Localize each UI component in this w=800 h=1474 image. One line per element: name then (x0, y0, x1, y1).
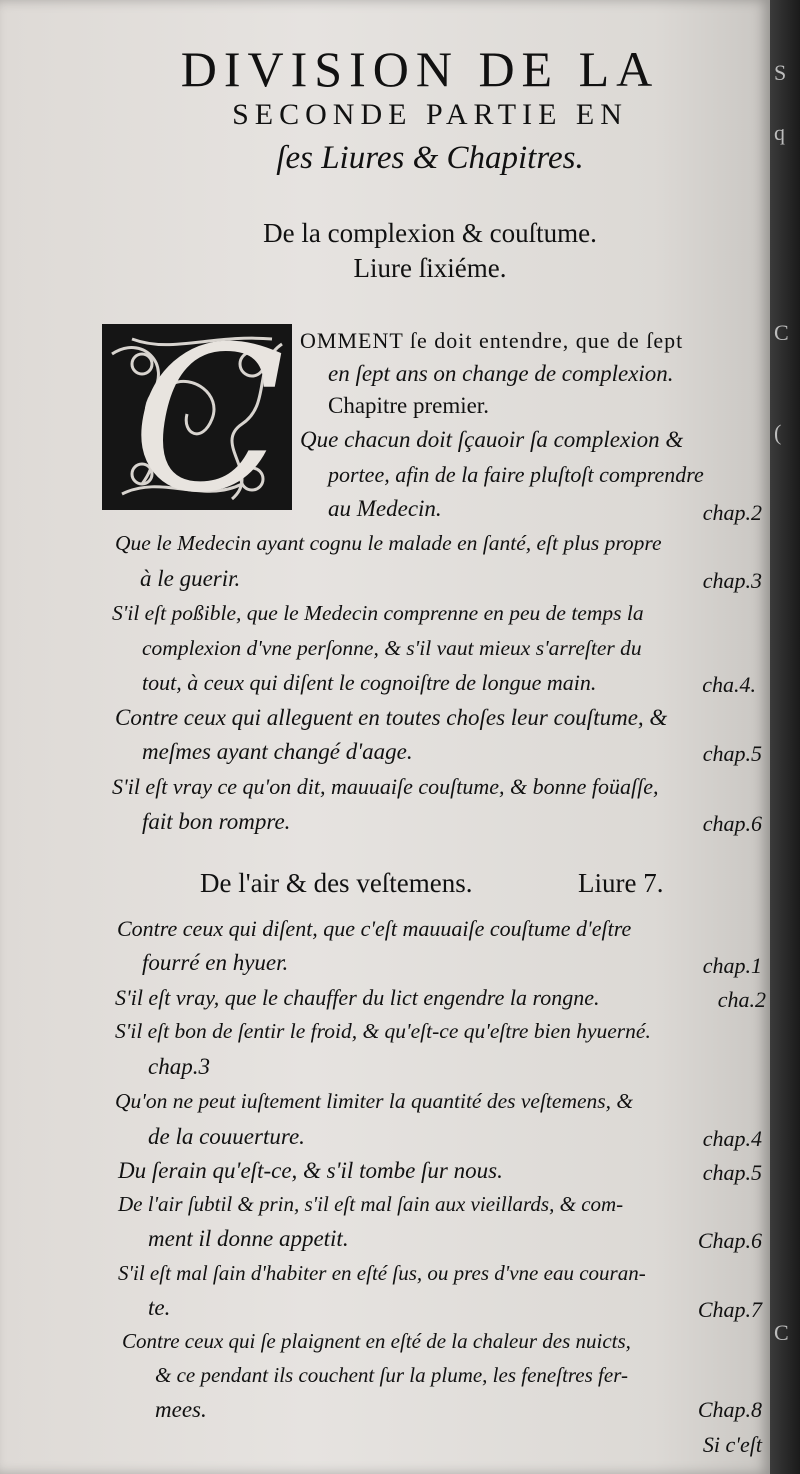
entry-line: Contre ceux qui alleguent en toutes choſes leur couſtume, & (115, 705, 668, 730)
entry-line: Du ſerain qu'eſt-ce, & s'il tombe ſur nous. (118, 1158, 503, 1183)
entry-line: Qu'on ne peut iuſtement limiter la quantité des veſtemens, & (115, 1089, 634, 1113)
chapter-ref: cha.2 (717, 987, 766, 1012)
section1-heading: De la complexion & couſtume. (263, 218, 597, 248)
chapter-ref: chap.3 (702, 568, 762, 593)
section2-book: Liure 7. (578, 868, 664, 898)
entry-line: tout, à ceux qui diſent le cognoiſtre de longue main. (142, 670, 597, 695)
margin-letter: C (774, 320, 789, 345)
margin-letter: ( (774, 420, 782, 445)
decorated-initial (102, 324, 292, 510)
margin-letter: S (774, 60, 787, 85)
entry-line: Que le Medecin ayant cognu le malade en ſanté, eſt plus propre (115, 531, 662, 555)
catchword: Si c'eſt (702, 1432, 762, 1457)
entry-line: te. (148, 1295, 171, 1320)
entry-line: à le guerir. (140, 566, 241, 591)
entry-line: Que chacun doit ſçauoir ſa complexion & (300, 427, 684, 452)
entry-line: de la couuerture. (148, 1124, 305, 1149)
chapter-ref: Chap.8 (697, 1397, 762, 1422)
chapter-ref: Chap.7 (697, 1297, 762, 1322)
entry-line: S'il eſt vray, que le chauffer du lict engendre la rongne. (115, 985, 600, 1010)
entry-line: ment il donne appetit. (148, 1226, 349, 1251)
chapter-ref: chap.2 (702, 500, 762, 525)
chapter-ref: Chap.6 (697, 1228, 762, 1253)
chapter-ref: cha.4. (702, 672, 756, 697)
chapter-ref: chap.3 (148, 1054, 210, 1079)
entry-line: Chapitre premier. (328, 393, 489, 418)
entry-line: au Medecin. (328, 496, 442, 521)
section1-book: Liure ſixiéme. (353, 253, 507, 283)
entry-line: complexion d'vne perſonne, & s'il vaut mieux s'arreſter du (142, 636, 642, 660)
chapter-ref: chap.5 (702, 1160, 762, 1185)
entry-line: meſmes ayant changé d'aage. (142, 739, 413, 764)
chapter-ref: chap.5 (702, 741, 762, 766)
entry-line: S'il eſt mal ſain d'habiter en eſté ſus, ou pres d'vne eau couran- (118, 1261, 646, 1285)
section2-heading: De l'air & des veſtemens. (200, 868, 473, 898)
entry-line: fait bon rompre. (142, 809, 291, 834)
initial-letter: C (132, 324, 286, 510)
entry-line: en ſept ans on change de complexion. (328, 361, 674, 386)
margin-letter: C (774, 1320, 789, 1345)
entry-line: mees. (155, 1397, 207, 1422)
entry-line: S'il eſt bon de ſentir le froid, & qu'eſt-ce qu'eſtre bien hyuerné. (115, 1019, 651, 1043)
entry-line: De l'air ſubtil & prin, s'il eſt mal ſain aux vieillards, & com- (118, 1192, 624, 1216)
chapter-ref: chap.6 (702, 811, 762, 836)
entry-line: Contre ceux qui ſe plaignent en eſté de la chaleur des nuicts, (122, 1329, 631, 1353)
entry-line: S'il eſt vray ce qu'on dit, mauuaiſe couſtume, & bonne foüaſſe, (112, 774, 659, 799)
chapter-ref: chap.1 (702, 953, 762, 978)
page-title: DIVISION DE LA (180, 41, 660, 97)
entry-line: Contre ceux qui diſent, que c'eſt mauuaiſe couſtume d'eſtre (117, 916, 632, 941)
entry-line: portee, afin de la faire pluſtoſt comprendre (328, 462, 704, 487)
margin-letter: q (774, 120, 785, 145)
entry-line: fourré en hyuer. (142, 950, 289, 975)
page-subtitle: SECONDE PARTIE EN (232, 98, 628, 131)
facing-page-edge (770, 0, 800, 1474)
entry-line: OMMENT ſe doit entendre, que de ſept (300, 328, 684, 353)
page-subtitle-italic: ſes Liures & Chapitres. (276, 140, 584, 176)
chapter-ref: chap.4 (702, 1126, 762, 1151)
entry-line: & ce pendant ils couchent ſur la plume, les feneſtres fer- (155, 1363, 628, 1387)
entry-line: S'il eſt poßible, que le Medecin comprenne en peu de temps la (112, 601, 644, 625)
